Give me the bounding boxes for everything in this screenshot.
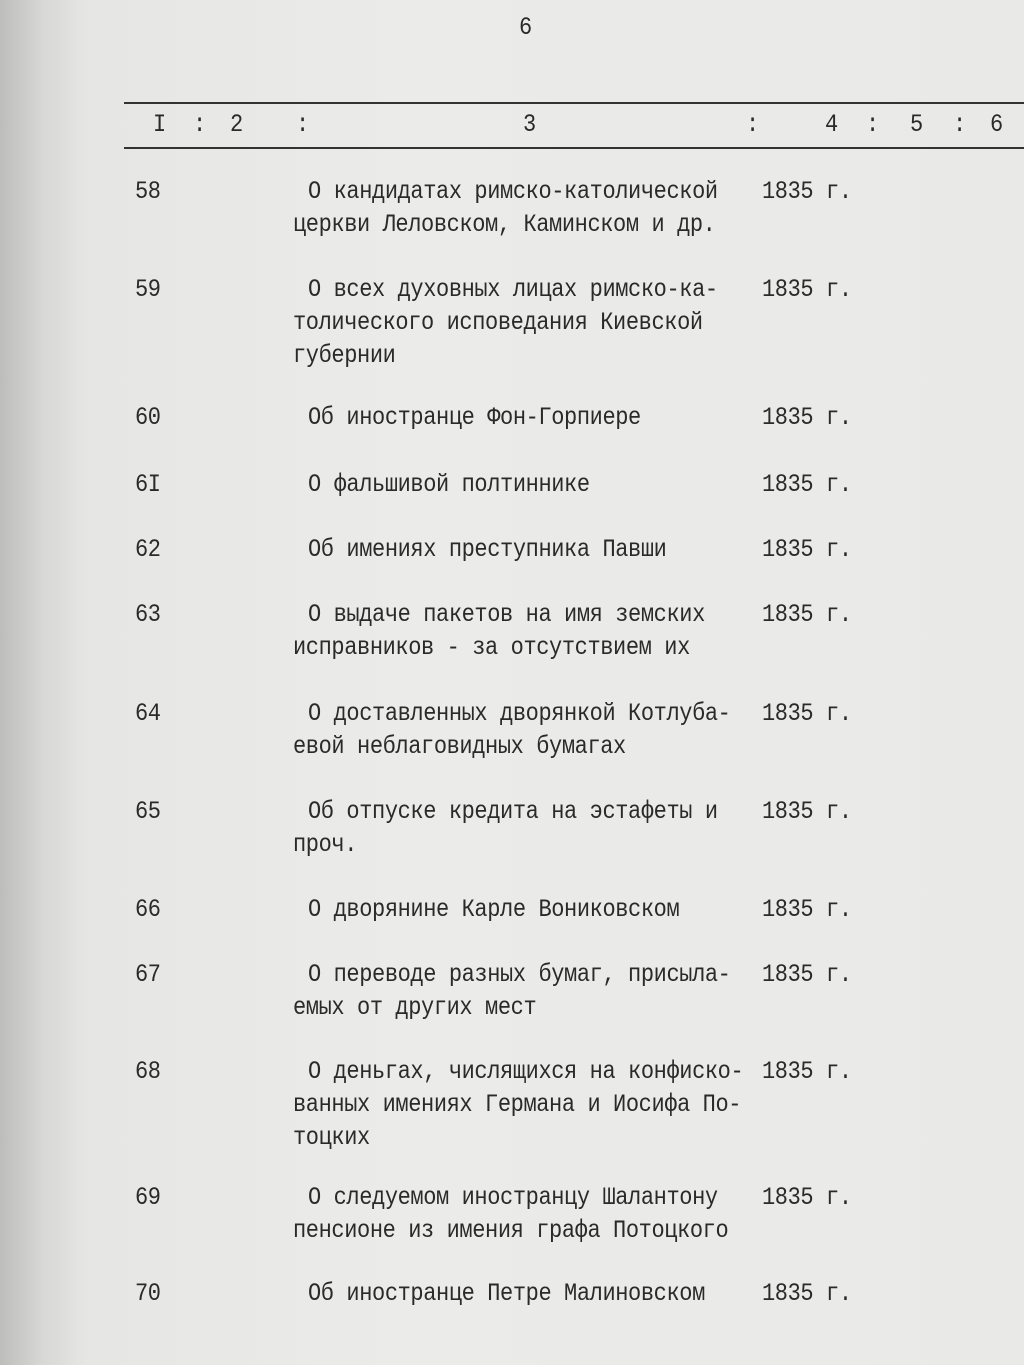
col-separator: : xyxy=(193,110,206,139)
row-year: 1835 г. xyxy=(762,403,852,432)
col-header-6: 6 xyxy=(990,110,1003,139)
row-description-line: О кандидатах римско-католической xyxy=(308,177,718,206)
col-header-3: 3 xyxy=(523,110,536,139)
row-description-line: О выдаче пакетов на имя земских xyxy=(308,600,705,629)
row-number: 68 xyxy=(135,1057,161,1086)
row-year: 1835 г. xyxy=(762,797,852,826)
row-description-line: О переводе разных бумаг, присыла- xyxy=(308,960,731,989)
row-number: 67 xyxy=(135,960,161,989)
row-year: 1835 г. xyxy=(762,895,852,924)
row-description-line: евой неблаговидных бумагах xyxy=(293,732,626,761)
row-year: 1835 г. xyxy=(762,470,852,499)
row-year: 1835 г. xyxy=(762,275,852,304)
row-year: 1835 г. xyxy=(762,535,852,564)
col-separator: : xyxy=(866,110,879,139)
row-description-line: губернии xyxy=(293,341,396,370)
row-number: 62 xyxy=(135,535,161,564)
row-year: 1835 г. xyxy=(762,699,852,728)
row-description-line: Об отпуске кредита на эстафеты и xyxy=(308,797,718,826)
row-description-line: О следуемом иностранцу Шалантону xyxy=(308,1183,718,1212)
row-description-line: пенсионе из имения графа Потоцкого xyxy=(293,1216,729,1245)
row-description-line: Об иностранце Петре Малиновском xyxy=(308,1279,705,1308)
row-description-line: исправников - за отсутствием их xyxy=(293,633,690,662)
row-number: 66 xyxy=(135,895,161,924)
row-number: 70 xyxy=(135,1279,161,1308)
row-description-line: О всех духовных лицах римско-ка- xyxy=(308,275,718,304)
row-number: 64 xyxy=(135,699,161,728)
row-description-line: О фальшивой полтиннике xyxy=(308,470,590,499)
col-header-1: I xyxy=(153,110,166,139)
col-header-2: 2 xyxy=(230,110,243,139)
row-description-line: О деньгах, числящихся на конфиско- xyxy=(308,1057,744,1086)
row-number: 63 xyxy=(135,600,161,629)
row-description-line: Об иностранце Фон-Горпиере xyxy=(308,403,641,432)
col-header-4: 4 xyxy=(825,110,838,139)
row-description-line: Об имениях преступника Павши xyxy=(308,535,667,564)
row-number: 60 xyxy=(135,403,161,432)
header-top-rule xyxy=(124,102,1024,104)
page-shadow-edge xyxy=(0,0,75,1365)
row-year: 1835 г. xyxy=(762,600,852,629)
row-year: 1835 г. xyxy=(762,1057,852,1086)
row-description-line: О доставленных дворянкой Котлуба- xyxy=(308,699,731,728)
col-separator: : xyxy=(746,110,759,139)
row-number: 6I xyxy=(135,470,161,499)
col-separator: : xyxy=(296,110,309,139)
row-number: 69 xyxy=(135,1183,161,1212)
row-number: 65 xyxy=(135,797,161,826)
row-number: 58 xyxy=(135,177,161,206)
row-description-line: тоцких xyxy=(293,1123,370,1152)
row-year: 1835 г. xyxy=(762,1183,852,1212)
row-description-line: проч. xyxy=(293,830,358,859)
row-year: 1835 г. xyxy=(762,1279,852,1308)
col-header-5: 5 xyxy=(910,110,923,139)
row-year: 1835 г. xyxy=(762,177,852,206)
row-year: 1835 г. xyxy=(762,960,852,989)
col-separator: : xyxy=(953,110,966,139)
row-description-line: О дворянине Карле Вониковском xyxy=(308,895,680,924)
row-description-line: церкви Леловском, Каминском и др. xyxy=(293,210,716,239)
page-number: 6 xyxy=(519,13,532,42)
header-bottom-rule xyxy=(124,147,1024,149)
row-description-line: толического исповедания Киевской xyxy=(293,308,703,337)
row-description-line: емых от других мест xyxy=(293,993,537,1022)
row-number: 59 xyxy=(135,275,161,304)
row-description-line: ванных имениях Германа и Иосифа По- xyxy=(293,1090,742,1119)
